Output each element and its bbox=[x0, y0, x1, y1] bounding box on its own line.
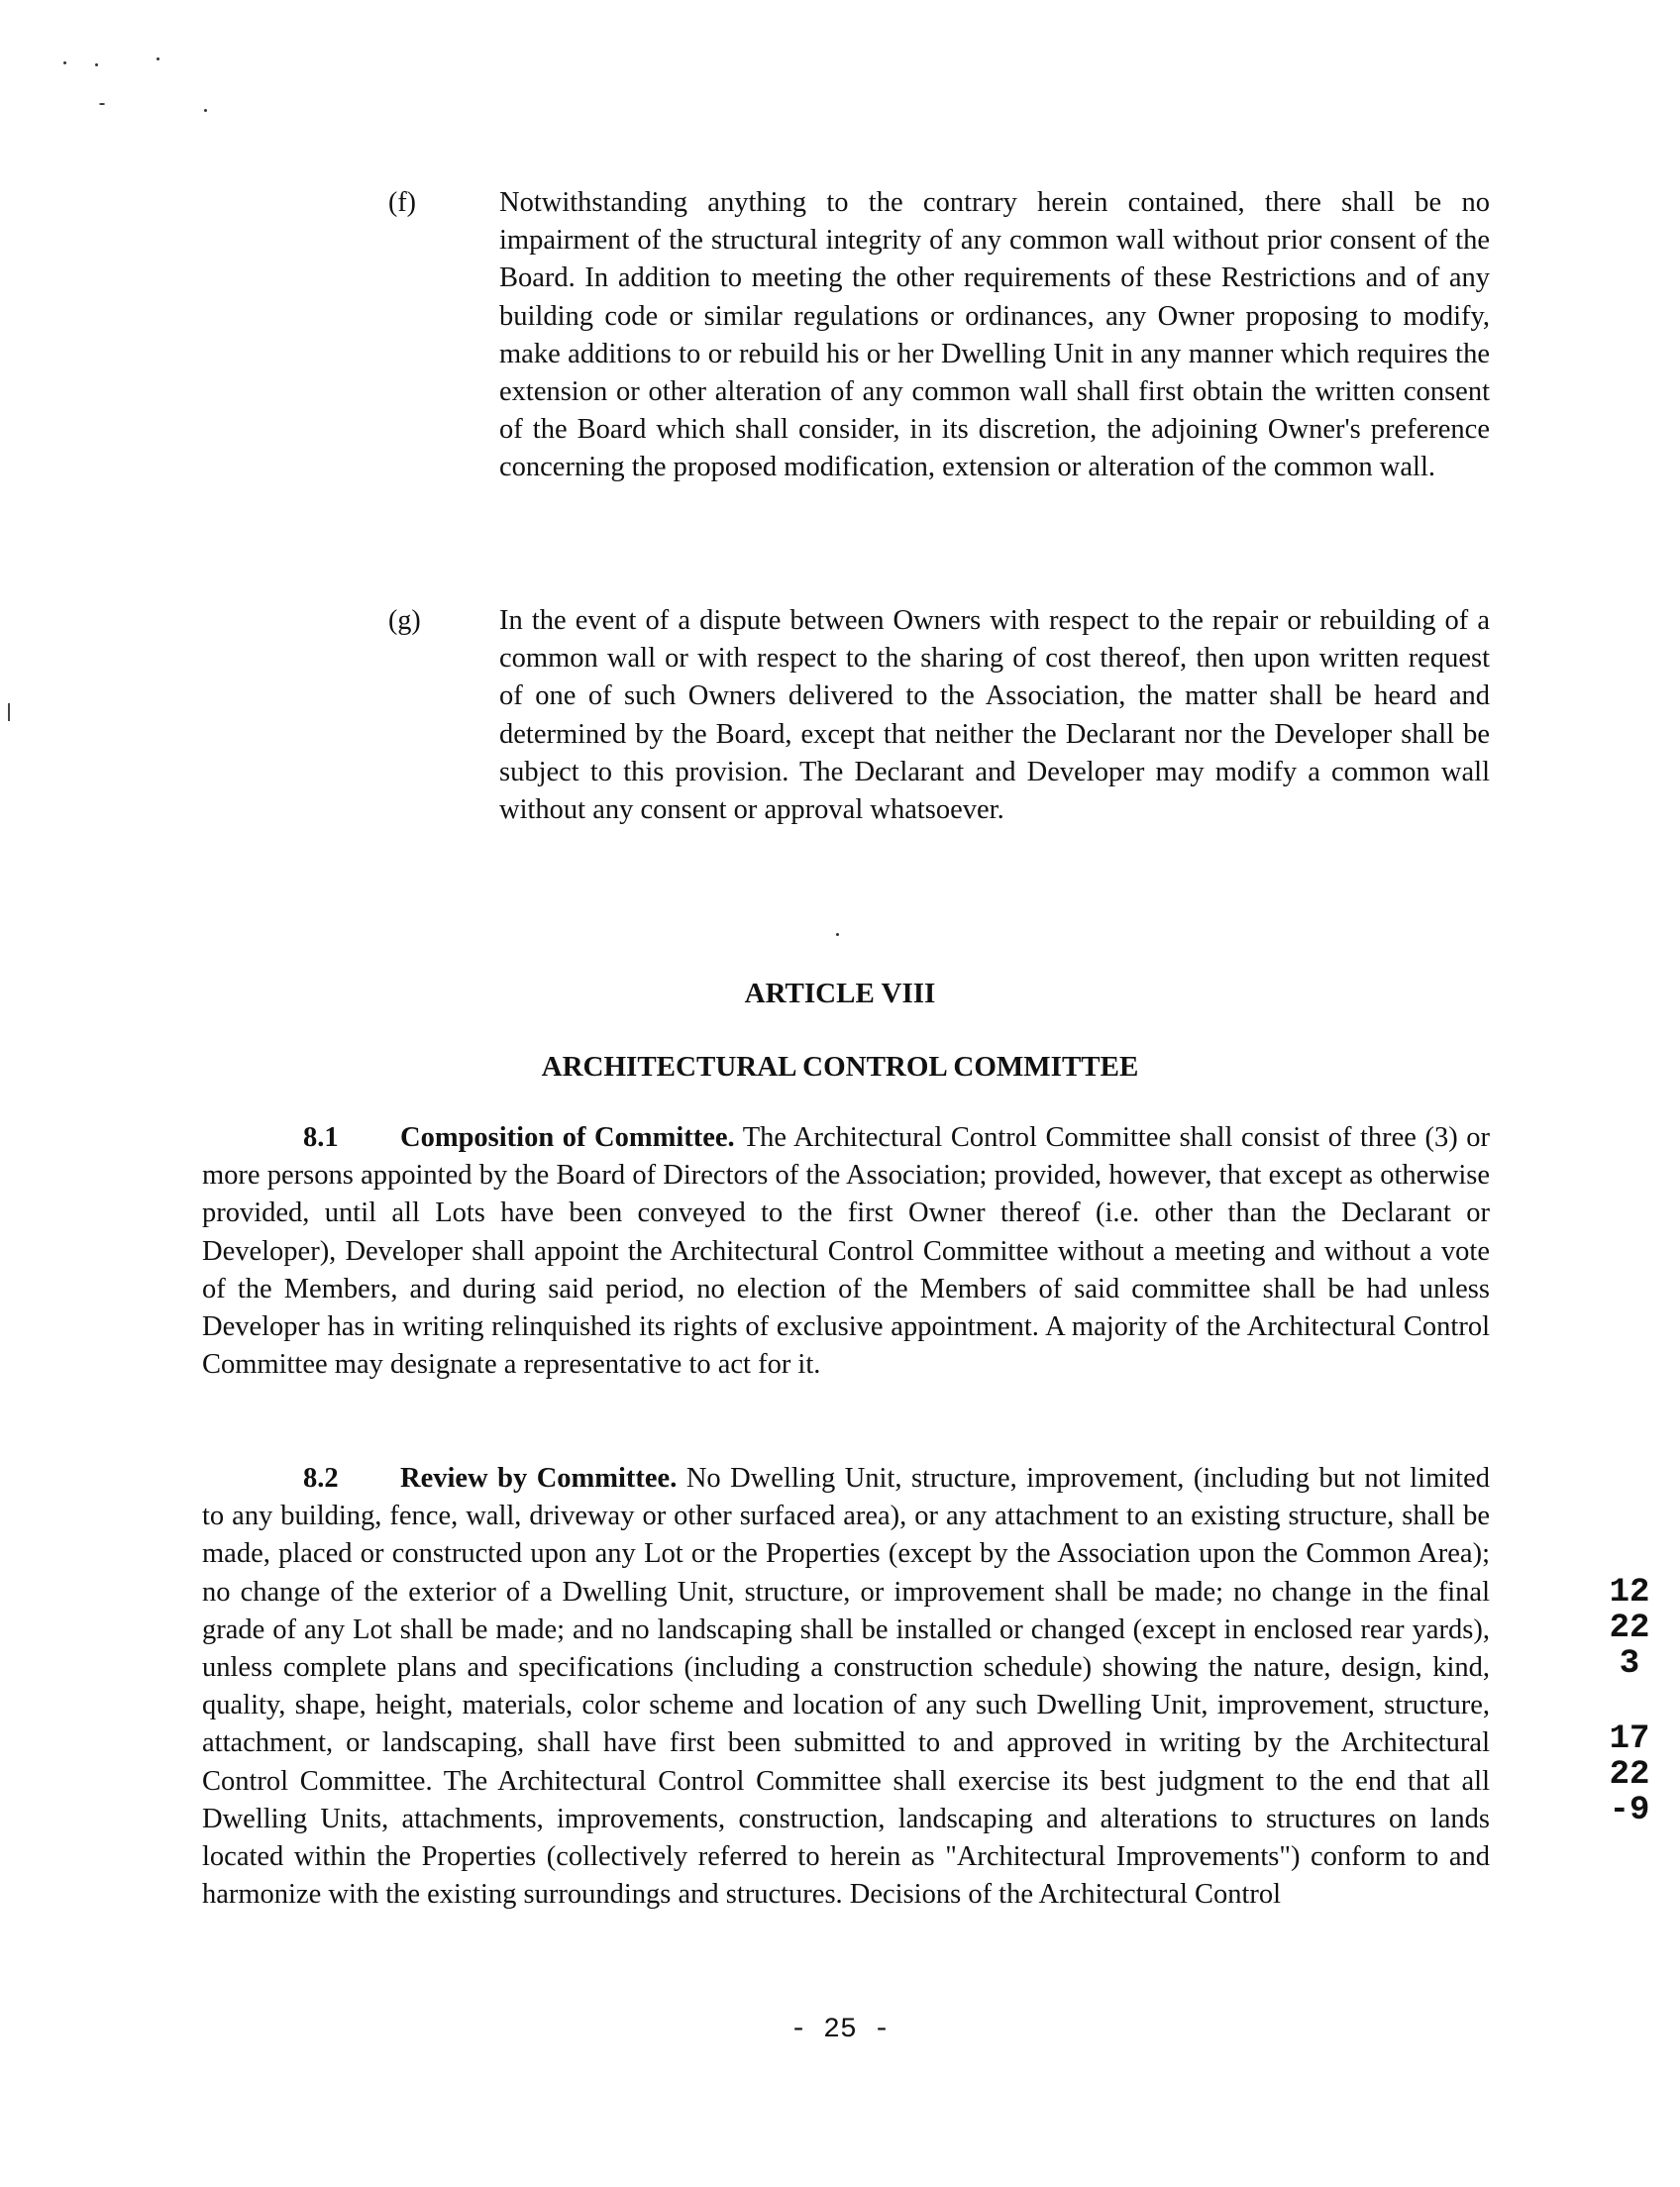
item-text: Notwithstanding anything to the contrary herein contained, there shall be no impairment of the structural integrity of any common wall without prior consent of the Board. In addition to meeting the other requirements of these Restrictions and of any building code or similar regulations or ordinances, any Owner proposing to modify, make additions to or rebuild his or her Dwelling Unit in any manner which requires the extension or other alteration of any common wall shall first obtain the written consent of the Board which shall consider, in its discretion, the adjoining Owner's preference concerning the proposed modification, extension or alteration of the common wall. bbox=[499, 187, 1490, 483]
recording-stamp bbox=[1605, 1575, 1654, 1828]
scan-speck bbox=[836, 933, 839, 936]
section-text: The Architectural Control Committee shall consist of three (3) or more persons appointed by the Board of Directors of the Association; provided, however, that except as otherwise provided, until all Lots have been conveyed to the first Owner thereof (i.e. other than the Declarant or Developer), Developer shall appoint the Architectural Control Committee without a meeting and without a vote of the Members, and during said period, no election of the Members of said committee shall be had unless Developer has in writing relinquished its rights of exclusive appointment. A majority of the Architectural Control Committee may designate a representative to act for it. bbox=[202, 1122, 1490, 1381]
recording-number-first: 12223 bbox=[1609, 1574, 1650, 1683]
recording-number-second: 1722-9 bbox=[1609, 1720, 1650, 1829]
section-8-2 bbox=[202, 1460, 1490, 1914]
section-title: Review by Committee. bbox=[400, 1463, 678, 1494]
page-number: - 25 - bbox=[789, 2015, 891, 2045]
scan-speck bbox=[63, 61, 66, 64]
scan-speck bbox=[157, 57, 159, 60]
item-text: In the event of a dispute between Owners with respect to the repair or rebuilding of a common wall or with respect to the sharing of cost thereof, then upon written request of one of such Owners delivered to the Association, the matter shall be heard and determined by the Board, except that neither the Declarant nor the Developer shall be subject to this provision. The Declarant and Developer may modify a common wall without any consent or approval whatsoever. bbox=[499, 605, 1490, 826]
section-8-1 bbox=[202, 1119, 1490, 1384]
article-number: ARTICLE VIII bbox=[744, 978, 936, 1009]
section-number: 8.1 bbox=[303, 1122, 339, 1153]
article-title: ARCHITECTURAL CONTROL COMMITTEE bbox=[541, 1051, 1139, 1083]
item-label: (f) bbox=[388, 187, 416, 218]
item-label: (g) bbox=[388, 605, 421, 636]
scan-speck bbox=[204, 109, 207, 112]
scan-edge-mark bbox=[8, 703, 10, 721]
section-title: Composition of Committee. bbox=[400, 1122, 735, 1153]
scan-speck bbox=[99, 103, 105, 105]
section-number: 8.2 bbox=[303, 1463, 339, 1494]
section-text: No Dwelling Unit, structure, improvement, (including but not limited to any building, fence, wall, driveway or other surfaced area), or any attachment to an existing structure, shall be made, placed or constructed upon any Lot or the Properties (except by the Association upon the Common Area); no change of the exterior of a Dwelling Unit, structure, or improvement shall be made; no change in the final grade of any Lot shall be made; and no landscaping shall be installed or changed (except in enclosed rear yards), unless complete plans and specifications (including a construction schedule) showing the nature, design, kind, quality, shape, height, materials, color scheme and location of any such Dwelling Unit, improvement, structure, attachment, or landscaping, shall have first been submitted to and approved in writing by the Architectural Control Committee. The Architectural Control Committee shall exercise its best judgment to the end that all Dwelling Units, attachments, improvements, construction, landscaping and alterations to structures on lands located within the Properties (collectively referred to herein as "Architectural Improvements") conform to and harmonize with the existing surroundings and structures. Decisions of the Architectural Control bbox=[202, 1463, 1491, 1911]
scan-speck bbox=[95, 63, 98, 66]
